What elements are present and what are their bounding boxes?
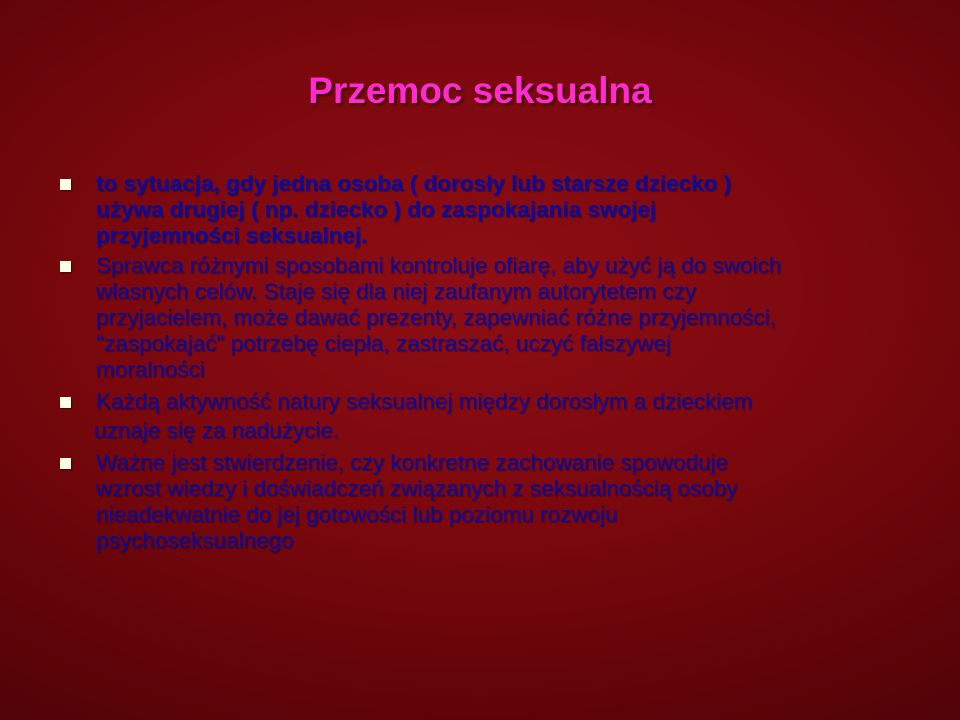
bullet-line: Ważne jest stwierdzenie, czy konkretne zachowanie spowoduje: [96, 450, 728, 475]
bullet-text: [96, 450, 920, 554]
bullet-line: przyjacielem, może dawać prezenty, zapewniać różne przyjemności,: [96, 305, 776, 330]
bullet-line: Sprawca różnymi sposobami kontroluje ofiarę, aby użyć ją do swoich: [96, 253, 782, 278]
bullet-line: przyjemności seksualnej.: [96, 223, 368, 248]
bullet-item-definition: [60, 171, 920, 249]
bullet-line: psychoseksualnego: [96, 528, 294, 553]
bullet-continuation-text: uznaje się za nadużycie.: [94, 418, 340, 443]
bullet-line: nieadekwatnie do jej gotowości lub poziomu rozwoju: [96, 502, 618, 527]
bullet-line: własnych celów. Staje się dla niej zaufanym autorytetem czy: [96, 279, 697, 304]
bullet-line: wzrost wiedzy i doświadczeń związanych z seksualnością osoby: [96, 476, 738, 501]
bullet-text: [96, 389, 920, 415]
square-bullet-icon: [60, 179, 71, 190]
bullet-list: [60, 171, 920, 554]
bullet-line: to sytuacja, gdy jedna osoba ( dorosły lub starsze dziecko ): [96, 171, 732, 196]
slide-title: Przemoc seksualna: [308, 70, 652, 111]
square-bullet-icon: [60, 261, 71, 272]
bullet-line: "zaspokajać" potrzebę ciepła, zastraszać, uczyć fałszywej: [96, 331, 671, 356]
bullet-item-perpetrator: [60, 253, 920, 383]
bullet-text: [96, 171, 920, 249]
bullet-item-activity: [60, 389, 920, 415]
bullet-item-important: [60, 450, 920, 554]
bullet-line: moralności: [96, 357, 205, 382]
square-bullet-icon: [60, 458, 71, 469]
bullet-text: [96, 253, 920, 383]
bullet-line: Każdą aktywność natury seksualnej między dorosłym a dzieckiem: [96, 389, 753, 414]
bullet-line: używa drugiej ( np. dziecko ) do zaspokajania swojej: [96, 197, 657, 222]
square-bullet-icon: [60, 397, 71, 408]
